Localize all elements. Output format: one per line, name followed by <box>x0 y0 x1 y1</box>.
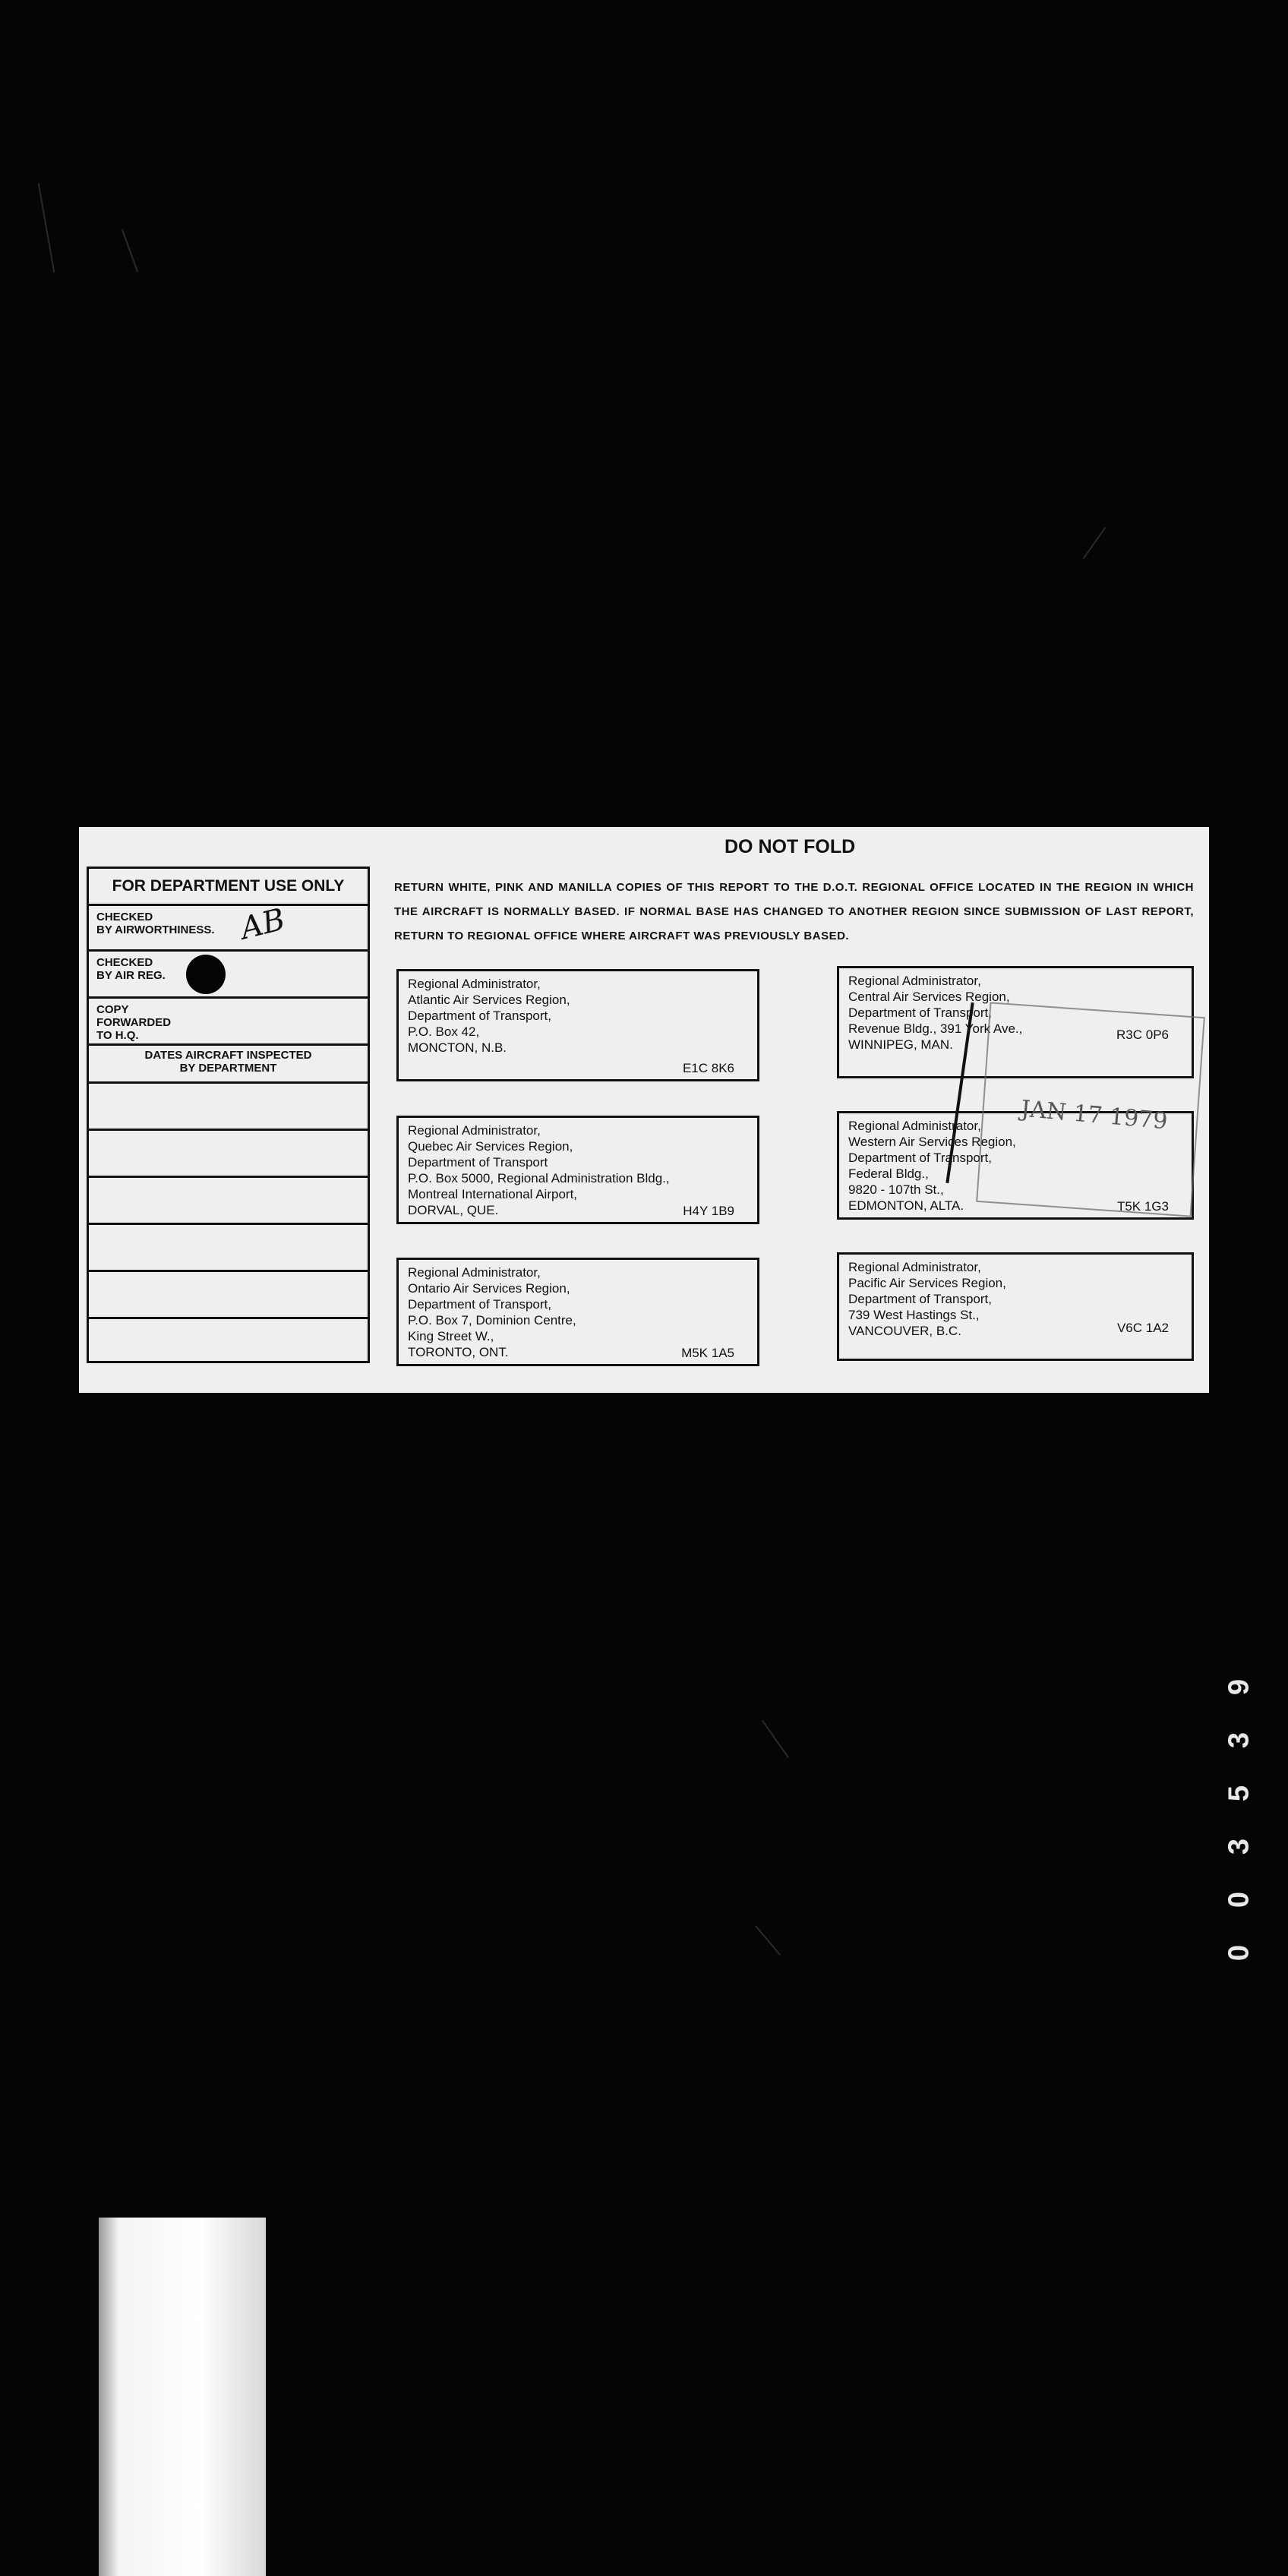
inspection-date-row <box>89 1178 368 1225</box>
frame-digit: 3 <box>1223 1838 1255 1855</box>
address-atlantic <box>396 969 759 1081</box>
inspection-report-card <box>79 827 1209 1393</box>
frame-digit: 0 <box>1223 1891 1255 1908</box>
do-not-fold-heading: DO NOT FOLD <box>724 836 856 857</box>
film-scratch <box>122 229 138 272</box>
address-pacific <box>837 1252 1194 1361</box>
postal-code: V6C 1A2 <box>1116 1321 1169 1335</box>
checked-airworthiness-row <box>89 901 368 952</box>
film-scratch <box>762 1720 789 1758</box>
department-use-title: FOR DEPARTMENT USE ONLY <box>89 869 368 906</box>
copy-forwarded-label: COPY FORWARDED TO H.Q. <box>96 1003 172 1042</box>
address-lines: Regional Administrator, Pacific Air Services Region, Department of Transport, 739 West Hastings St., VANCOUVER, B.C. <box>848 1260 1006 1338</box>
dates-inspected-row <box>89 1046 368 1084</box>
initials-signature: AB <box>237 901 289 947</box>
film-scratch <box>1083 527 1106 559</box>
postal-code: T5K 1G3 <box>1116 1199 1169 1214</box>
address-lines: Regional Administrator, Quebec Air Services Region, Department of Transport P.O. Box 5000, Regional Administration Bldg., Montreal International Airport, DORVAL, QUE. <box>408 1123 670 1217</box>
inspection-date-row <box>89 1272 368 1319</box>
checked-air-reg-row <box>89 952 368 999</box>
frame-digit: 0 <box>1223 1944 1255 1962</box>
stamp-date: JAN 17 1979 <box>1019 1095 1169 1135</box>
frame-digit: 5 <box>1223 1785 1255 1802</box>
checked-air-reg-label: CHECKED BY AIR REG. <box>96 956 166 982</box>
checked-airworthiness-label: CHECKED BY AIRWORTHINESS. <box>96 911 215 936</box>
address-lines: Regional Administrator, Atlantic Air Services Region, Department of Transport, P.O. Box 42, MONCTON, N.B. <box>408 977 570 1055</box>
address-lines: Regional Administrator, Ontario Air Services Region, Department of Transport, P.O. Box 7, Dominion Centre, King Street W., TORONTO, ONT. <box>408 1265 576 1359</box>
address-ontario <box>396 1258 759 1366</box>
department-use-box <box>87 867 370 1363</box>
film-scratch <box>38 183 55 273</box>
film-frame-number <box>1223 1671 1256 2005</box>
frame-digit: 9 <box>1223 1678 1255 1696</box>
dates-inspected-label: DATES AIRCRAFT INSPECTED BY DEPARTMENT <box>144 1049 312 1075</box>
address-lines: Regional Administrator, Central Air Services Region, Department of Transport, Revenue Bldg., 391 York Ave., WINNIPEG, MAN. <box>848 974 1023 1052</box>
inspection-date-row <box>89 1131 368 1178</box>
inspection-date-row <box>89 1225 368 1272</box>
return-instructions: RETURN WHITE, PINK AND MANILLA COPIES OF THIS REPORT TO THE D.O.T. REGIONAL OFFICE LOCATED IN THE REGION IN WHICH THE AIRCRAFT IS NORMALLY BASED. IF NORMAL BASE HAS CHANGED TO ANOTHER REGION SINCE SUBMISSION OF LAST REPORT, RETURN TO REGIONAL OFFICE WHERE AIRCRAFT WAS PREVIOUSLY BASED. <box>394 881 1194 942</box>
address-lines: Regional Administrator, Western Air Services Region, Department of Transport, Federal Bldg., 9820 - 107th St., EDMONTON, ALTA. <box>848 1119 1016 1213</box>
address-quebec <box>396 1116 759 1224</box>
postal-code: H4Y 1B9 <box>683 1204 734 1218</box>
postal-code: M5K 1A5 <box>681 1346 734 1360</box>
postal-code: R3C 0P6 <box>1116 1028 1169 1042</box>
inspection-date-row <box>89 1084 368 1131</box>
postal-code: E1C 8K6 <box>682 1061 734 1075</box>
ink-blot <box>186 955 226 994</box>
film-light-leak <box>99 2218 266 2576</box>
film-scratch <box>755 1925 781 1956</box>
inspection-date-row <box>89 1319 368 1366</box>
copy-forwarded-row <box>89 999 368 1046</box>
frame-digit: 3 <box>1223 1732 1255 1749</box>
